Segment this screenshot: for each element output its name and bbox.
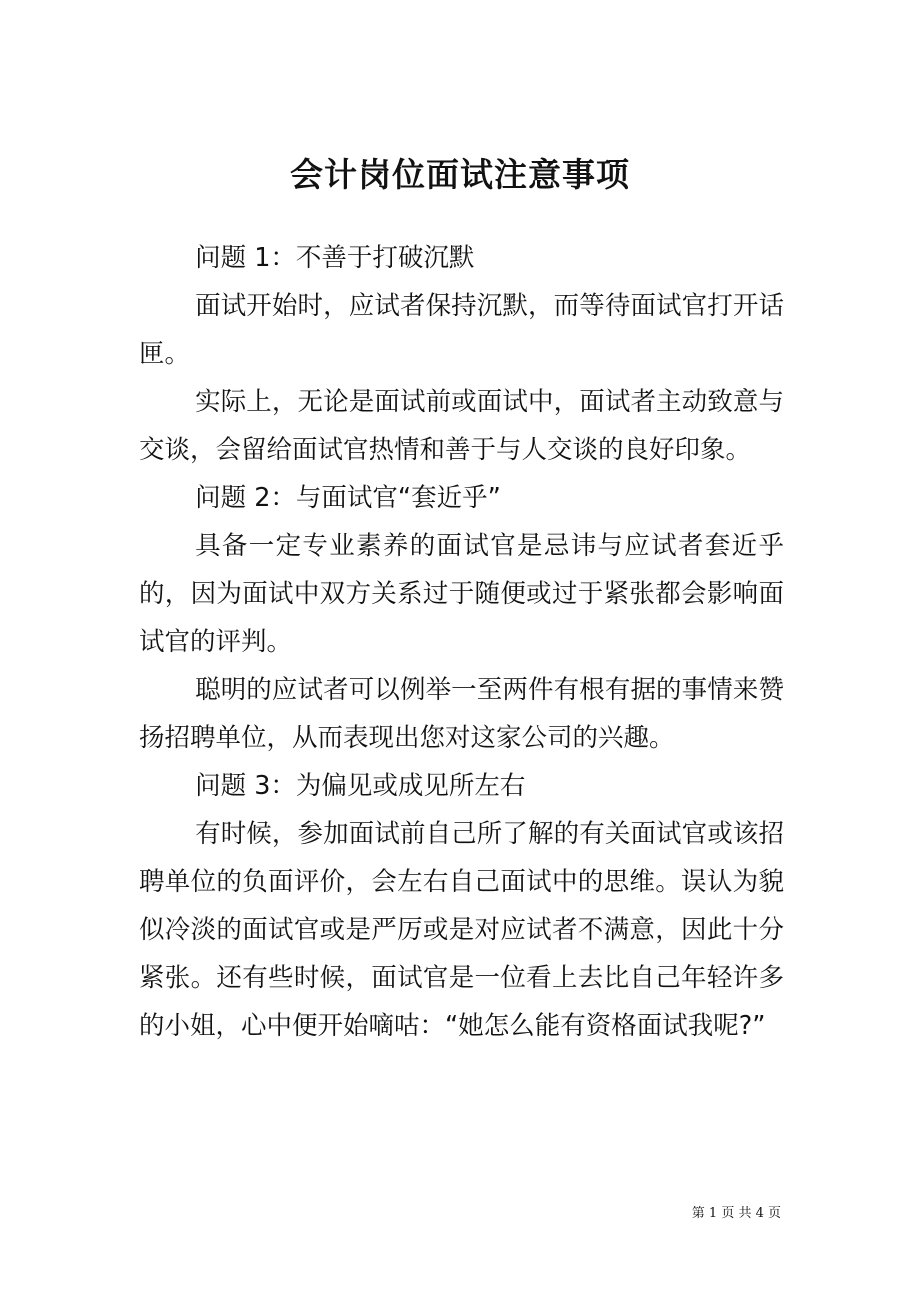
paragraph-question-1: 问题 1：不善于打破沉默 <box>195 243 475 273</box>
paragraph: 聪明的应试者可以例举一至两件有根有据的事情来赞扬招聘单位，从而表现出您对这家公司的兴趣。 <box>139 675 784 753</box>
paragraph-question-3: 问题 3：为偏见或成见所左右 <box>195 771 526 801</box>
document-title: 会计岗位面试注意事项 <box>290 155 630 195</box>
paragraph: 实际上，无论是面试前或面试中，面试者主动致意与交谈，会留给面试官热情和善于与人交谈的良好印象。 <box>139 387 784 465</box>
paragraph: 有时候，参加面试前自己所了解的有关面试官或该招聘单位的负面评价，会左右自己面试中的思维。误认为貌似冷淡的面试官或是严厉或是对应试者不满意，因此十分紧张。还有些时候，面试官是一位看上去比自己年轻许多的小姐，心中便开始嘀咕：“她怎么能有资格面试我呢?” <box>139 819 784 1041</box>
paragraph-question-2: 问题 2：与面试官“套近乎” <box>195 483 501 513</box>
paragraph: 具备一定专业素养的面试官是忌讳与应试者套近乎的，因为面试中双方关系过于随便或过于紧张都会影响面试官的评判。 <box>139 531 784 657</box>
page-number-footer: 第 1 页 共 4 页 <box>691 1206 781 1221</box>
paragraph: 面试开始时，应试者保持沉默，而等待面试官打开话匣。 <box>139 291 784 369</box>
document-body <box>139 234 784 1050</box>
